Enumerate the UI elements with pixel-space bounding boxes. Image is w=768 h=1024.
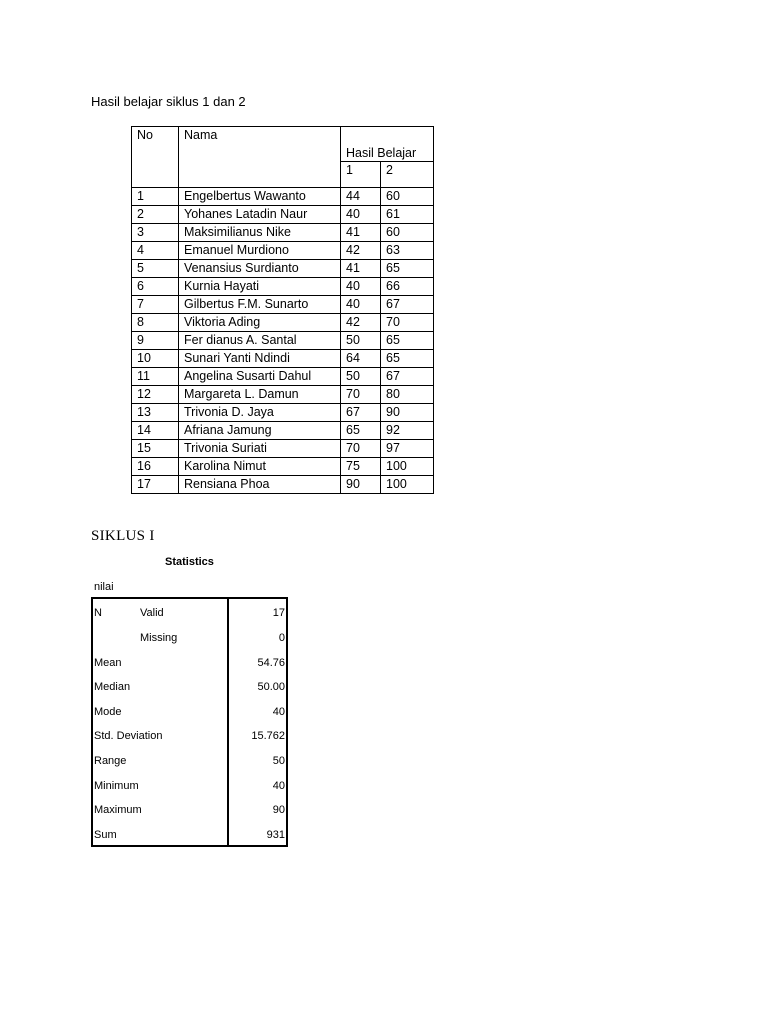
cell-siklus-1: 40	[341, 296, 381, 314]
statistics-value: 90	[272, 804, 285, 816]
cell-no: 1	[132, 188, 179, 206]
statistics-row	[93, 630, 286, 646]
statistics-value: 40	[272, 780, 285, 792]
cell-nama: Viktoria Ading	[179, 314, 341, 332]
statistics-row	[93, 605, 286, 621]
table-row	[132, 260, 434, 278]
cell-nama: Emanuel Murdiono	[179, 242, 341, 260]
cell-siklus-2: 61	[381, 206, 434, 224]
page-title: Hasil belajar siklus 1 dan 2	[91, 94, 246, 109]
cell-nama: Angelina Susarti Dahul	[179, 368, 341, 386]
table-row	[132, 314, 434, 332]
statistics-value: 50	[272, 755, 285, 767]
cell-siklus-1: 50	[341, 368, 381, 386]
cell-siklus-2: 100	[381, 458, 434, 476]
cell-siklus-2: 67	[381, 296, 434, 314]
cell-siklus-2: 66	[381, 278, 434, 296]
header-no-cont	[132, 162, 179, 180]
cell-nama: Trivonia Suriati	[179, 440, 341, 458]
cell-siklus-2: 60	[381, 188, 434, 206]
table-header-row	[132, 127, 434, 162]
cell-no: 6	[132, 278, 179, 296]
cell-siklus-1: 42	[341, 242, 381, 260]
cell-no: 15	[132, 440, 179, 458]
cell-siklus-2: 92	[381, 422, 434, 440]
statistics-sublabel: Valid	[140, 607, 164, 619]
cell-nama: Trivonia D. Jaya	[179, 404, 341, 422]
table-row	[132, 278, 434, 296]
table-header-gap	[132, 179, 434, 188]
statistics-value: 15.762	[251, 730, 285, 742]
cell-siklus-2: 97	[381, 440, 434, 458]
header-gap-cell	[381, 179, 434, 188]
cell-siklus-2: 60	[381, 224, 434, 242]
cell-siklus-1: 67	[341, 404, 381, 422]
cell-siklus-2: 70	[381, 314, 434, 332]
header-gap-cell	[179, 179, 341, 188]
cell-nama: Venansius Surdianto	[179, 260, 341, 278]
statistics-row	[93, 778, 286, 794]
cell-no: 7	[132, 296, 179, 314]
statistics-label: Sum	[94, 829, 117, 841]
cell-nama: Sunari Yanti Ndindi	[179, 350, 341, 368]
statistics-variable-label: nilai	[94, 581, 114, 593]
cell-siklus-1: 65	[341, 422, 381, 440]
cell-siklus-1: 41	[341, 224, 381, 242]
header-no: No	[132, 127, 179, 162]
statistics-row	[93, 679, 286, 695]
cell-no: 11	[132, 368, 179, 386]
header-nama-cont	[179, 162, 341, 180]
section-title: SIKLUS I	[91, 528, 155, 544]
cell-no: 17	[132, 476, 179, 494]
cell-siklus-1: 41	[341, 260, 381, 278]
cell-no: 10	[132, 350, 179, 368]
cell-nama: Kurnia Hayati	[179, 278, 341, 296]
cell-nama: Fer dianus A. Santal	[179, 332, 341, 350]
statistics-row	[93, 655, 286, 671]
cell-siklus-1: 90	[341, 476, 381, 494]
statistics-row	[93, 802, 286, 818]
cell-siklus-1: 70	[341, 440, 381, 458]
cell-siklus-2: 100	[381, 476, 434, 494]
header-hasil-belajar: Hasil Belajar	[341, 127, 434, 162]
statistics-value: 50.00	[257, 681, 285, 693]
statistics-sublabel: Missing	[140, 632, 178, 644]
table-row	[132, 422, 434, 440]
statistics-value: 40	[272, 706, 285, 718]
cell-siklus-2: 90	[381, 404, 434, 422]
cell-siklus-1: 50	[341, 332, 381, 350]
cell-no: 9	[132, 332, 179, 350]
statistics-title: Statistics	[165, 556, 214, 568]
cell-nama: Afriana Jamung	[179, 422, 341, 440]
statistics-label: Median	[94, 681, 131, 693]
cell-siklus-1: 64	[341, 350, 381, 368]
statistics-row	[93, 704, 286, 720]
statistics-row	[93, 728, 286, 744]
cell-siklus-2: 65	[381, 260, 434, 278]
statistics-label: Mean	[94, 657, 122, 669]
header-siklus-1: 1	[341, 162, 381, 180]
statistics-label: N	[94, 607, 102, 619]
table-subheader-row	[132, 162, 434, 180]
statistics-table	[91, 597, 288, 847]
header-gap-cell	[341, 179, 381, 188]
table-row	[132, 206, 434, 224]
table-row	[132, 242, 434, 260]
statistics-row	[93, 827, 286, 843]
statistics-label: Mode	[94, 706, 122, 718]
cell-siklus-2: 80	[381, 386, 434, 404]
cell-siklus-2: 65	[381, 350, 434, 368]
cell-nama: Rensiana Phoa	[179, 476, 341, 494]
cell-siklus-1: 75	[341, 458, 381, 476]
statistics-label: Range	[94, 755, 127, 767]
statistics-value: 54.76	[257, 657, 285, 669]
cell-no: 14	[132, 422, 179, 440]
cell-siklus-1: 44	[341, 188, 381, 206]
table-row	[132, 440, 434, 458]
table-row	[132, 368, 434, 386]
table-row	[132, 224, 434, 242]
table-row	[132, 350, 434, 368]
cell-no: 12	[132, 386, 179, 404]
table-row	[132, 458, 434, 476]
statistics-value: 931	[266, 829, 285, 841]
cell-siklus-1: 40	[341, 278, 381, 296]
statistics-label: Minimum	[94, 780, 139, 792]
cell-nama: Yohanes Latadin Naur	[179, 206, 341, 224]
cell-siklus-1: 40	[341, 206, 381, 224]
cell-nama: Margareta L. Damun	[179, 386, 341, 404]
header-siklus-2: 2	[381, 162, 434, 180]
cell-no: 13	[132, 404, 179, 422]
table-row	[132, 404, 434, 422]
cell-siklus-2: 65	[381, 332, 434, 350]
statistics-value: 0	[278, 632, 285, 644]
results-table	[131, 126, 434, 494]
statistics-row	[93, 753, 286, 769]
table-row	[132, 332, 434, 350]
cell-nama: Engelbertus Wawanto	[179, 188, 341, 206]
table-row	[132, 386, 434, 404]
cell-siklus-2: 67	[381, 368, 434, 386]
statistics-label: Std. Deviation	[94, 730, 163, 742]
table-row	[132, 296, 434, 314]
cell-siklus-2: 63	[381, 242, 434, 260]
cell-no: 3	[132, 224, 179, 242]
cell-nama: Maksimilianus Nike	[179, 224, 341, 242]
cell-no: 8	[132, 314, 179, 332]
header-gap-cell	[132, 179, 179, 188]
cell-no: 2	[132, 206, 179, 224]
cell-no: 16	[132, 458, 179, 476]
table-row	[132, 188, 434, 206]
cell-siklus-1: 42	[341, 314, 381, 332]
cell-no: 4	[132, 242, 179, 260]
cell-no: 5	[132, 260, 179, 278]
cell-nama: Karolina Nimut	[179, 458, 341, 476]
statistics-label: Maximum	[94, 804, 142, 816]
header-nama: Nama	[179, 127, 341, 162]
cell-nama: Gilbertus F.M. Sunarto	[179, 296, 341, 314]
statistics-value: 17	[272, 607, 285, 619]
table-row	[132, 476, 434, 494]
cell-siklus-1: 70	[341, 386, 381, 404]
